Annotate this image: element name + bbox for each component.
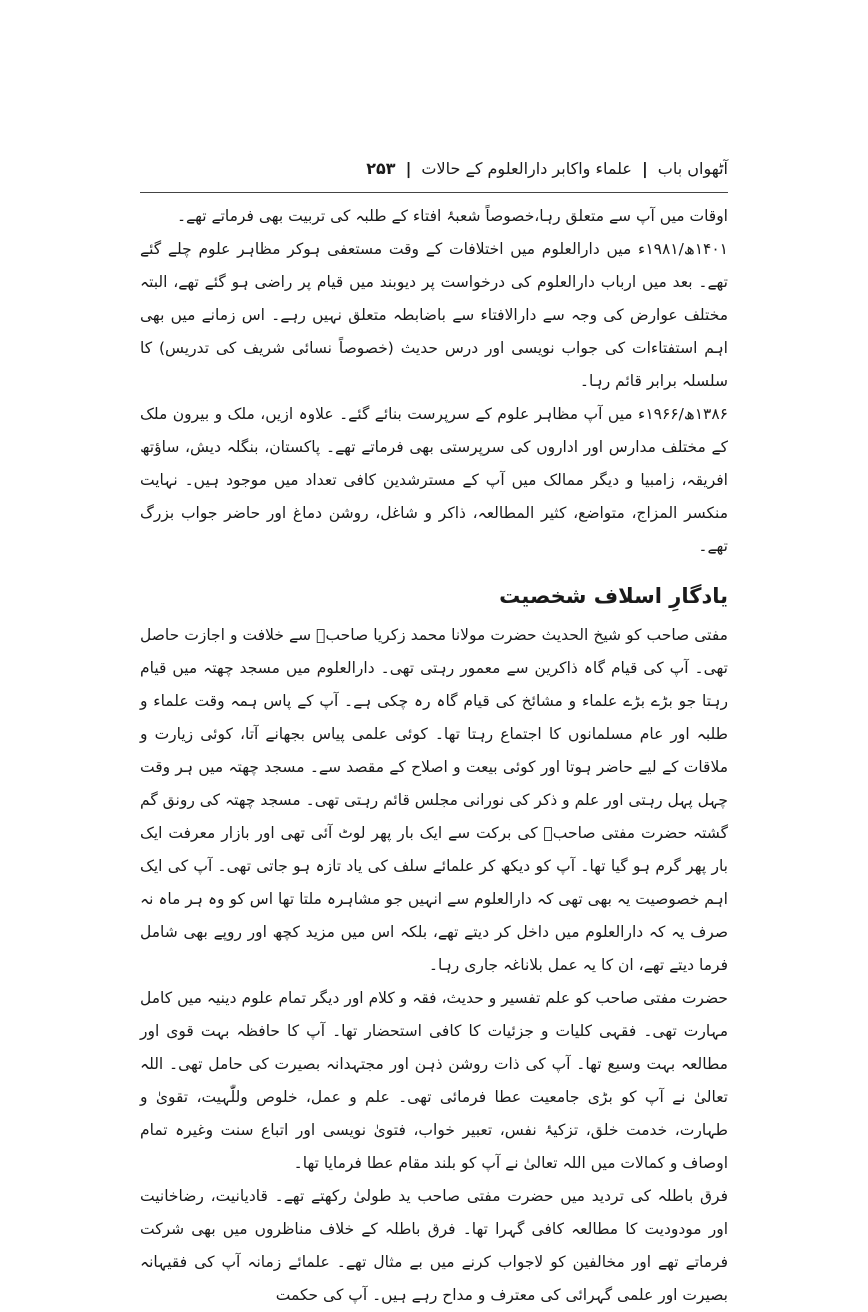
header-separator: | [405, 159, 412, 178]
running-header [140, 152, 728, 186]
paragraph: حضرت مفتی صاحب کو علم تفسیر و حدیث، فقہ و کلام اور دیگر تمام علوم دینیہ میں کامل مہارت تھی۔ فقہی کلیات و جزئیات کا کافی استحضار تھا۔ آپ کا حافظہ بہت قوی اور مطالعہ بہت وسیع تھا۔ آپ کی ذات روشن ذہن اور مجتہدانہ بصیرت کی حامل تھی۔ اللہ تعالیٰ نے آپ کو بڑی جامعیت عطا فرمائی تھی۔ علم و عمل، خلوص وللّٰہیت، تقویٰ و طہارت، خدمت خلق، تزکیۂ نفس، تعبیر خواب، فتویٰ نویسی اور اتباع سنت وغیرہ تمام اوصاف و کمالات میں اللہ تعالیٰ نے آپ کو بلند مقام عطا فرمایا تھا۔ [140, 989, 728, 1172]
header-separator: | [641, 159, 648, 178]
header-rule [140, 192, 728, 193]
section-heading: یادگارِ اسلاف شخصیت [499, 584, 728, 608]
chapter-label: آٹھواں باب [657, 159, 728, 178]
paragraph: اوقات میں آپ سے متعلق رہا،خصوصاً شعبۂ افتاء کے طلبہ کی تربیت بھی فرماتے تھے۔ [176, 207, 728, 225]
paragraph: فرق باطلہ کی تردید میں حضرت مفتی صاحب ید طولیٰ رکھتے تھے۔ قادیانیت، رضاخانیت اور مودودیت کا مطالعہ کافی گہرا تھا۔ فرق باطلہ کے خلاف مناظروں میں بھی شرکت فرماتے تھے اور مخالفین کو لاجواب کرنے میں بے مثال تھے۔ علمائے زمانہ آپ کی فقیہانہ بصیرت اور علمی گہرائی کی معترف و مداح رہے ہیں۔ آپ کی حکمت [140, 1187, 728, 1304]
paragraph: ۱۴۰۱ھ/۱۹۸۱ء میں دارالعلوم میں اختلافات کے وقت مستعفی ہوکر مظاہر علوم چلے گئے تھے۔ بعد میں ارباب دارالعلوم کی درخواست پر دیوبند میں قیام پر راضی ہو گئے تھے، البتہ مختلف عوارض کی وجہ سے دارالافتاء سے باضابطہ متعلق نہیں رہے۔ اس زمانے میں بھی اہم استفتاءات کی جواب نویسی اور درس حدیث (خصوصاً نسائی شریف کی تدریس) کا سلسلہ برابر قائم رہا۔ [140, 240, 728, 390]
paragraph: مفتی صاحب کو شیخ الحدیث حضرت مولانا محمد زکریا صاحبؒ سے خلافت و اجازت حاصل تھی۔ آپ کی قیام گاہ ذاکرین سے معمور رہتی تھی۔ دارالعلوم میں مسجد چھتہ میں قیام رہتا جو بڑے بڑے علماء و مشائخ کی قیام گاہ رہ چکی ہے۔ آپ کے پاس ہمہ وقت علماء و طلبہ اور عام مسلمانوں کا اجتماع رہتا تھا۔ کوئی علمی پیاس بجھانے آتا، کوئی زیارت و ملاقات کے لیے حاضر ہوتا اور کوئی بیعت و اصلاح کے مقصد سے۔ مسجد چھتہ میں ہر وقت چہل پہل رہتی اور علم و ذکر کی نورانی مجلس قائم رہتی تھی۔ مسجد چھتہ کی رونق گم گشتہ حضرت مفتی صاحبؒ کی برکت سے ایک بار پھر لوٹ آئی تھی اور بازار معرفت ایک بار پھر گرم ہو گیا تھا۔ آپ کو دیکھ کر علمائے سلف کی یاد تازہ ہو جاتی تھی۔ آپ کی ایک اہم خصوصیت یہ بھی تھی کہ دارالعلوم سے انہیں جو مشاہرہ ملتا تھا اس کو وہ ہر ماہ نہ صرف یہ کہ دارالعلوم میں داخل کر دیتے تھے، بلکہ اس میں مزید کچھ اور روپے بھی شامل فرما دیتے تھے، ان کا یہ عمل بلاناغہ جاری رہا۔ [140, 626, 728, 974]
page-number: ۲۵۳ [366, 159, 396, 178]
chapter-title: علماء واکابر دارالعلوم کے حالات [421, 159, 632, 178]
paragraph: ۱۳۸۶ھ/۱۹۶۶ء میں آپ مظاہر علوم کے سرپرست بنائے گئے۔ علاوہ ازیں، ملک و بیرون ملک کے مختلف مدارس اور اداروں کی سرپرستی بھی فرماتے تھے۔ پاکستان، بنگلہ دیش، ساؤتھ افریقہ، زامبیا و دیگر ممالک میں آپ کے مسترشدین کافی تعداد میں موجود ہیں۔ نہایت منکسر المزاج، متواضع، کثیر المطالعہ، ذاکر و شاغل، روشن دماغ اور حاضر جواب بزرگ تھے۔ [140, 405, 728, 555]
page-body [140, 200, 728, 1312]
